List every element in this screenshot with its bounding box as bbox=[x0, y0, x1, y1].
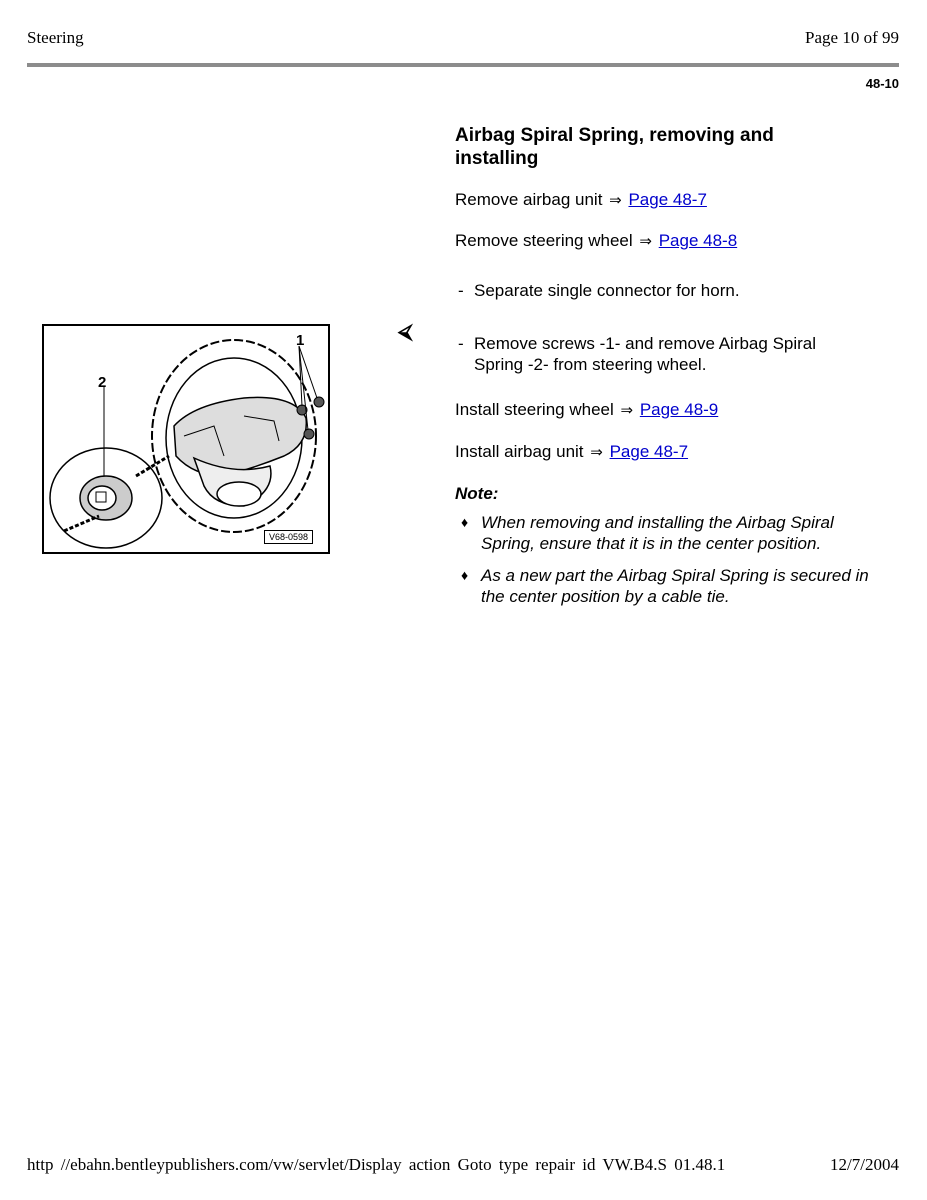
page-link[interactable]: Page 48-8 bbox=[658, 231, 738, 250]
note-bullet bbox=[461, 512, 891, 554]
paragraph-text: Install steering wheel bbox=[455, 400, 614, 419]
arrow-icon: ⇒ bbox=[590, 444, 603, 461]
step-install-steering-wheel bbox=[455, 399, 718, 421]
footer-url: http //ebahn.bentleypublishers.com/vw/servlet/Display action Goto type repair id VW.B4.S 01.48.1 bbox=[27, 1155, 726, 1174]
steering-wheel-figure bbox=[42, 324, 330, 554]
header-page-counter: Page 10 of 99 bbox=[805, 28, 899, 47]
callout-screws-label: 1 bbox=[296, 332, 305, 349]
note-text: As a new part the Airbag Spiral Spring is secured in the center position by a cable tie. bbox=[481, 566, 869, 606]
footer-date: 12/7/2004 bbox=[830, 1155, 899, 1174]
page-code: 48-10 bbox=[865, 76, 899, 91]
page-title: Airbag Spiral Spring, removing and installing bbox=[455, 125, 774, 169]
page-link[interactable]: Page 48-9 bbox=[639, 400, 719, 419]
page-link[interactable]: Page 48-7 bbox=[628, 190, 707, 209]
note-bullet bbox=[461, 565, 891, 607]
step-remove-airbag bbox=[455, 189, 707, 211]
step-text: Separate single connector for horn. bbox=[474, 281, 740, 300]
paragraph-text: Install airbag unit bbox=[455, 442, 584, 461]
step-remove-steering-wheel bbox=[455, 230, 737, 252]
paragraph-text: Remove airbag unit bbox=[455, 190, 603, 209]
header-section-title: Steering bbox=[27, 28, 84, 47]
step-install-airbag bbox=[455, 441, 688, 463]
paragraph-text: Remove steering wheel bbox=[455, 231, 633, 250]
callout-spiral-spring-label: 2 bbox=[98, 374, 107, 391]
header-divider bbox=[27, 63, 899, 67]
diamond-bullet-icon: ♦ bbox=[461, 514, 469, 530]
step-remove-screws bbox=[458, 333, 854, 375]
step-dash: - bbox=[458, 281, 464, 300]
arrow-icon: ⇒ bbox=[609, 192, 622, 209]
figure-pointer-icon: ⮘ bbox=[398, 321, 413, 343]
arrow-icon: ⇒ bbox=[620, 402, 634, 419]
step-dash: - bbox=[458, 334, 464, 353]
procedure-content bbox=[455, 124, 900, 606]
diamond-bullet-icon: ♦ bbox=[461, 567, 469, 583]
note-label: Note: bbox=[455, 484, 499, 503]
note-text: When removing and installing the Airbag Spiral Spring, ensure that it is in the center position. bbox=[481, 513, 834, 553]
step-text: Remove screws -1- and remove Airbag Spiral Spring -2- from steering wheel. bbox=[474, 334, 817, 374]
page-link[interactable]: Page 48-7 bbox=[609, 442, 689, 461]
step-separate-connector bbox=[458, 280, 874, 301]
arrow-icon: ⇒ bbox=[639, 233, 652, 250]
steering-wheel-illustration bbox=[44, 326, 328, 552]
figure-code: V68-0598 bbox=[264, 530, 313, 544]
